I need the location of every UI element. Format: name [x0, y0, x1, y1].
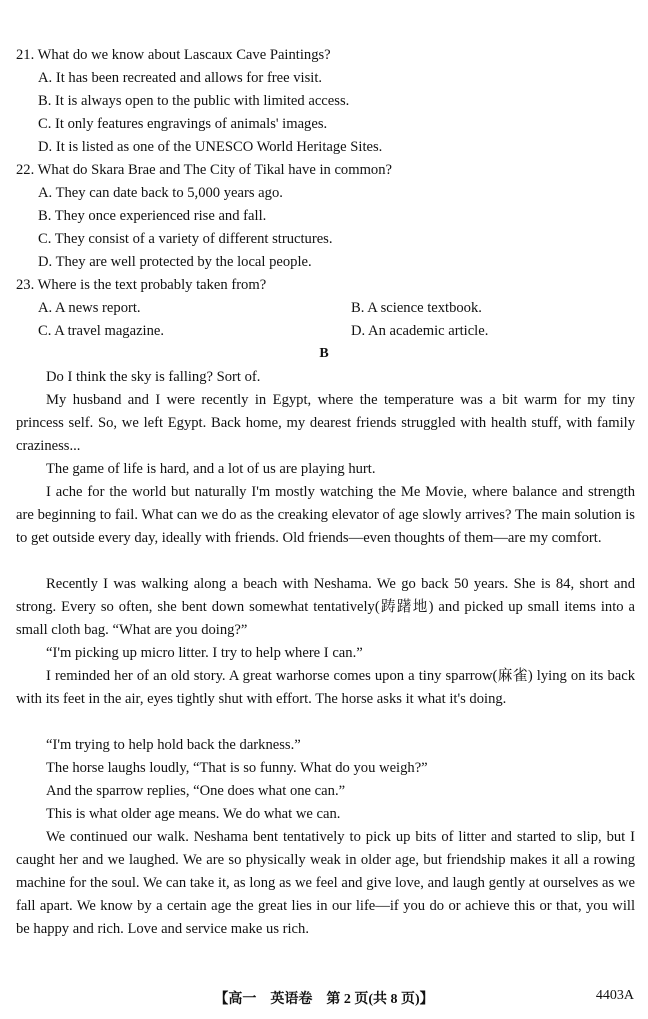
q23-option-a: A. A news report.: [38, 300, 141, 316]
passage-paragraph: The horse laughs loudly, “That is so funny. What do you weigh?”: [46, 760, 428, 776]
passage-paragraph: “I'm trying to help hold back the darkness.”: [46, 737, 301, 753]
q21-option-d: D. It is listed as one of the UNESCO World Heritage Sites.: [38, 139, 383, 155]
q21-option-c: C. It only features engravings of animals' images.: [38, 116, 328, 132]
passage-paragraph: The game of life is hard, and a lot of us are playing hurt.: [46, 461, 376, 477]
question-23-stem: 23. Where is the text probably taken from?: [16, 277, 267, 293]
section-heading: B: [319, 346, 329, 361]
passage-paragraph: We continued our walk. Neshama bent tentatively to pick up bits of litter and started to slip, but I caught her and we laughed. We are so physically weak in older age, but friendship makes it all a rowing machine for the soul. We can take it, as long as we feel and give love, and laugh gently at ourselves as we fall apart. We know by a certain age the great lies in our life—if you do or achieve this or that, you will be happy and rich. Love and service make us rich.: [16, 829, 635, 937]
q22-option-c: C. They consist of a variety of different structures.: [38, 231, 333, 247]
passage-paragraph: Recently I was walking along a beach with Neshama. We go back 50 years. She is 84, short and strong. Every so often, she bent down somewhat tentatively(踌躇地) and picked up small items into a small cloth bag. “What are you doing?”: [16, 576, 635, 638]
question-21-stem: 21. What do we know about Lascaux Cave Paintings?: [16, 47, 331, 63]
footer-exam-code: 4403A: [595, 988, 634, 1003]
q21-option-a: A. It has been recreated and allows for free visit.: [38, 70, 323, 86]
q22-option-a: A. They can date back to 5,000 years ago.: [38, 185, 283, 201]
q23-option-b: B. A science textbook.: [351, 300, 482, 316]
passage-paragraph: I reminded her of an old story. A great warhorse comes upon a tiny sparrow(麻雀) lying on its back with its feet in the air, eyes tightly shut with effort. The horse asks it what it's doing.: [16, 668, 635, 707]
q21-option-b: B. It is always open to the public with limited access.: [38, 93, 350, 109]
q23-option-c: C. A travel magazine.: [38, 323, 165, 339]
q22-option-b: B. They once experienced rise and fall.: [38, 208, 267, 224]
passage-paragraph: This is what older age means. We do what we can.: [46, 806, 341, 822]
passage-paragraph: Do I think the sky is falling? Sort of.: [46, 369, 261, 385]
passage-paragraph: “I'm picking up micro litter. I try to help where I can.”: [46, 645, 363, 661]
q22-option-d: D. They are well protected by the local people.: [38, 254, 312, 270]
footer-page-label: 【高一 英语卷 第 2 页(共 8 页)】: [214, 992, 434, 1007]
passage-paragraph: And the sparrow replies, “One does what one can.”: [46, 783, 346, 799]
question-22-stem: 22. What do Skara Brae and The City of Tikal have in common?: [16, 162, 392, 178]
passage-paragraph: I ache for the world but naturally I'm mostly watching the Me Movie, where balance and strength are beginning to fail. What can we do as the creaking elevator of age slowly arrives? The main solution is to get outside every day, ideally with friends. Old friends—even thoughts of them—are my comfort.: [16, 484, 635, 546]
q23-option-d: D. An academic article.: [351, 323, 489, 339]
passage-paragraph: My husband and I were recently in Egypt, where the temperature was a bit warm for my tiny princess self. So, we left Egypt. Back home, my dearest friends struggled with health stuff, with family craziness...: [16, 392, 635, 454]
